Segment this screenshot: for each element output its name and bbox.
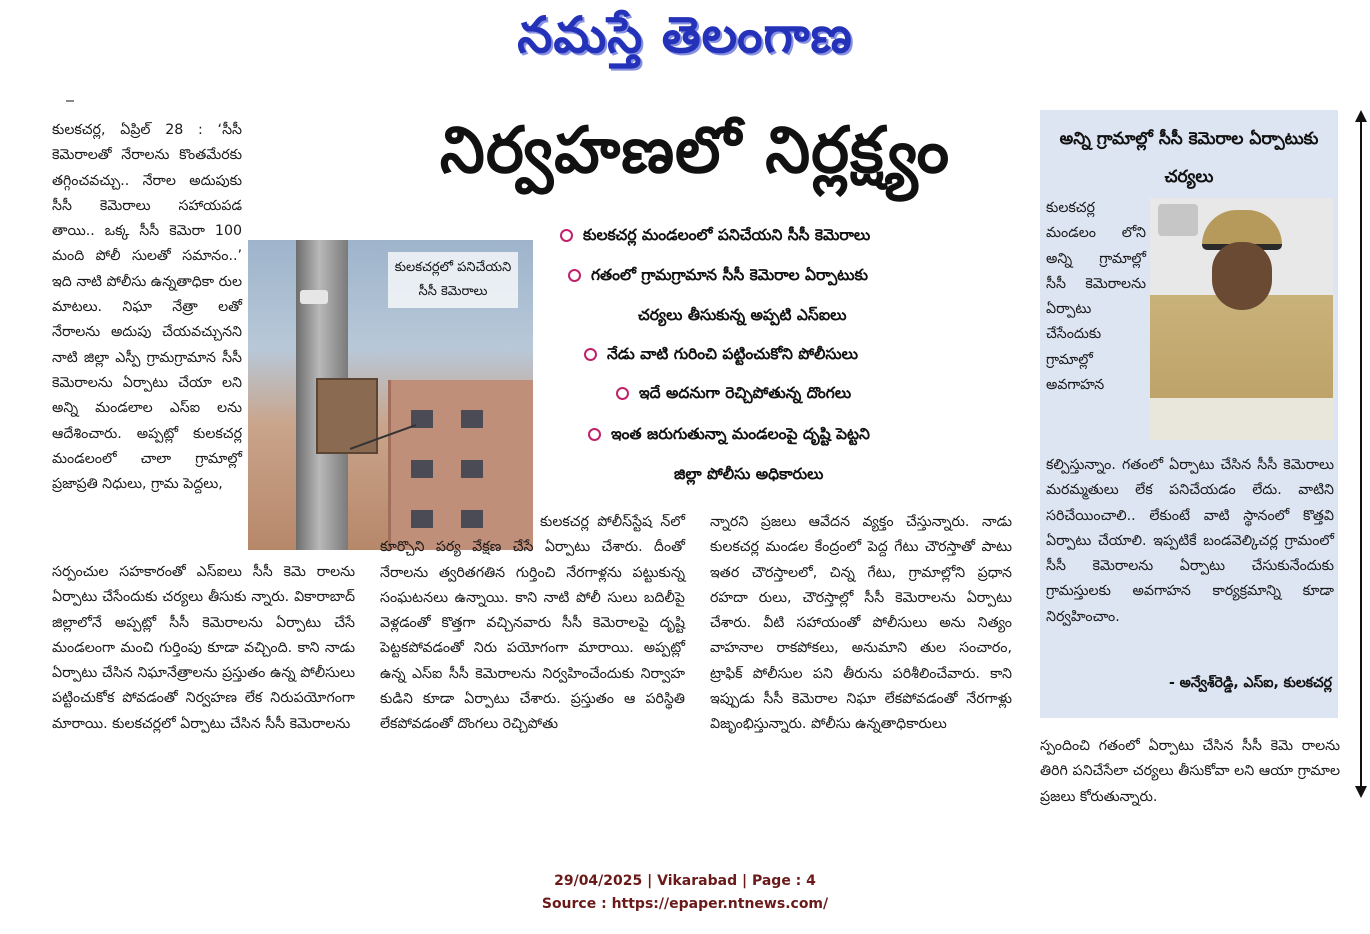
highlight-item: ఇదే అదనుగా రెచ్చిపోతున్న దొంగలు (616, 384, 851, 406)
headline: నిర్వహణలో నిర్లక్ష్యం (439, 114, 951, 188)
bullet-icon (568, 269, 581, 282)
sidebar-text-narrow: కులకచర్ల మండలం లోని అన్ని గ్రామాల్లో సీసీ కెమెరాలను ఏర్పాటు చేసేందుకు గ్రామాల్లో అవగాహన (1046, 200, 1146, 394)
camera-icon (300, 290, 328, 304)
article-column-2 (380, 510, 685, 738)
highlight-item: ఇంత జరుగుతున్నా మండలంపై దృష్టి పెట్టని (588, 425, 870, 447)
column-arrow-line (1360, 118, 1362, 790)
highlight-item-continued: జిల్లా పోలీసు అధికారులు (674, 465, 824, 483)
article-column-1 (52, 118, 242, 497)
officer-photo (1150, 198, 1333, 440)
article-paragraph: సర్పంచుల సహకారంతో ఎస్‌ఐలు సీసీ కెమె రాలను ఏర్పాటు చేసేందుకు చర్యలు తీసుకు న్నారు. వికారాబాద్ జిల్లాలోనే అప్పట్లో సీసీ కెమెరాలను ఏర్పాటు చేసే మండలంగా మంచి గుర్తింపు కూడా వచ్చింది. కాని నాడు ఏర్పాటు చేసిన నిఘానేత్రాలను ప్రస్తుతం ఉన్న పోలీసులు పట్టించుకోక పోవడంతో నిర్వహణ లేక నిరుపయోగంగా మారాయి. కులకచర్లలో ఏర్పాటు చేసిన సీసీ కెమెరాలను (52, 564, 355, 732)
face-shape (1212, 242, 1272, 310)
article-paragraph: న్నారని ప్రజలు ఆవేదన వ్యక్తం చేస్తున్నారు. నాడు కులకచర్ల మండల కేంద్రంలో పెద్ద గేటు చౌరస్తాతో పాటు ఇతర చౌరస్తాలలో, చిన్న గేటు, గ్రామాల్లోని ప్రధాన రహదా రులు, చౌరస్తాల్లో సీసీ కెమెరాలను ఏర్పాటు చేశారు. వీటి సహాయంతో పోలీసులు అను నిత్యం వాహనాల రాకపోకలు, అనుమాని తుల సంచారం, ట్రాఫిక్ పోలీసుల పని తీరును పరిశీలించేవారు. కాని ఇప్పుడు సీసీ కెమెరాల నిఘా లేకపోవడంతో నేరగాళ్లు విజృంభిస్తున్నారు. పోలీసు ఉన్నతాధికారులు (710, 514, 1012, 733)
arrow-up-icon (1355, 110, 1367, 122)
highlight-item: కులకచర్ల మండలంలో పనిచేయని సీసీ కెమెరాలు (560, 226, 870, 248)
column-marker (66, 100, 74, 102)
emblem-icon (1158, 204, 1198, 236)
bullet-icon (588, 428, 601, 441)
sidebar-text: కల్పిస్తున్నాం. గతంలో ఏర్పాటు చేసిన సీసీ కెమెరాలు మరమ్మతులు లేక పనిచేయడం లేదు. వాటిని సరిచేయించాలి.. లేకుంటే వాటి స్థానంలో కొత్తవి ఏర్పాటు చేయాలి. ఇప్పటికే బండవెల్కిచర్ల గ్రామంలో సీసీ కెమెరాలను ఏర్పాటు చేసుకునేందుకు గ్రామస్తులకు అవగాహన కార్యక్రమాన్ని కూడా నిర్వహించాం. (1046, 457, 1334, 625)
arrow-down-icon (1355, 786, 1367, 798)
desk-shape (1150, 398, 1333, 440)
sidebar-signature: - అన్వేశ్‌రెడ్డి, ఎస్‌ఐ, కులకచర్ల (1168, 675, 1332, 691)
article-paragraph: కులకచర్ల, ఏప్రిల్ 28 : ‘సీసీ కెమెరాలతో నేరాలను కొంతమేరకు తగ్గించవచ్చు.. నేరాల అదుపుకు సీసీ కెమెరాలు సహాయపడ తాయి.. ఒక్క సీసీ కెమెరా 100 మంది పోలీ సులతో సమానం..’ ఇది నాటి పోలీసు ఉన్నతాధికా రుల మాటలు. నిఘా నేత్రా లతో నేరాలను అదుపు చేయవచ్చునని నాటి జిల్లా ఎస్పీ గ్రామగ్రామాన సీసీ కెమెరాలను ఏర్పాటు చేయా లని అన్ని మండలాల ఎస్‌ఐ లను ఆదేశించారు. అప్పట్లో కులకచర్ల మండలంలో చాలా గ్రామాల్లో ప్రజాప్రతి నిధులు, గ్రామ పెద్దలు, (52, 122, 242, 493)
highlight-item: గతంలో గ్రామగ్రామాన సీసీ కెమెరాల ఏర్పాటుకు (568, 266, 868, 288)
sidebar-title: అన్ని గ్రామాల్లో సీసీ కెమెరాల ఏర్పాటుకు చర్యలు (1059, 129, 1319, 187)
article-paragraph: కులకచర్ల పోలీస్‌స్టేష న్‌లో కూర్చొని పర్య వేక్షణ చేసే ఏర్పాటు చేశారు. దీంతో నేరాలను త్వరితగతిన గుర్తించి నేరగాళ్లను పట్టుకున్న సంఘటనలు ఉన్నాయి. కాని నాటి పోలీ సులు బదిలీపై వెళ్లడంతో కొత్తగా వచ్చినవారు సీసీ కెమెరాలపై దృష్టి పెట్టకపోవడంతో నిరు పయోగంగా మారాయి. అప్పట్లో ఉన్న ఎస్‌ఐ సీసీ కెమెరాలను నిర్వహించేందుకు నిర్వాహ కుడిని కూడా ఏర్పాటు చేశారు. ప్రస్తుతం ఆ పరిస్థితి లేకపోవడంతో దొంగలు రెచ్చిపోతు (380, 514, 685, 733)
article-column-3 (710, 510, 1012, 738)
page-footer (0, 870, 1370, 916)
highlight-item-continued: చర్యలు తీసుకున్న అప్పటి ఎస్‌ఐలు (638, 306, 847, 324)
article-column-1-continued (52, 560, 355, 737)
footer-source-link[interactable]: Source : https://epaper.ntnews.com/ (541, 896, 829, 912)
cctv-photo (248, 240, 533, 550)
bullet-icon (560, 229, 573, 242)
footer-date-line: 29/04/2025 | Vikarabad | Page : 4 (554, 873, 816, 889)
article-conclusion: స్పందించి గతంలో ఏర్పాటు చేసిన సీసీ కెమె రాలను తిరిగి పనిచేసేలా చర్యలు తీసుకోవా లని ఆయా గ్రామాల ప్రజలు కోరుతున్నారు. (1040, 738, 1340, 805)
bullet-icon (616, 387, 629, 400)
highlight-item: నేడు వాటి గురించి పట్టించుకోని పోలీసులు (584, 345, 858, 367)
bullet-icon (584, 348, 597, 361)
photo-caption: కులకచర్లలో పనిచేయని సీసీ కెమెరాలు (388, 252, 518, 308)
masthead-logo: నమస్తే తెలంగాణ (517, 6, 853, 64)
